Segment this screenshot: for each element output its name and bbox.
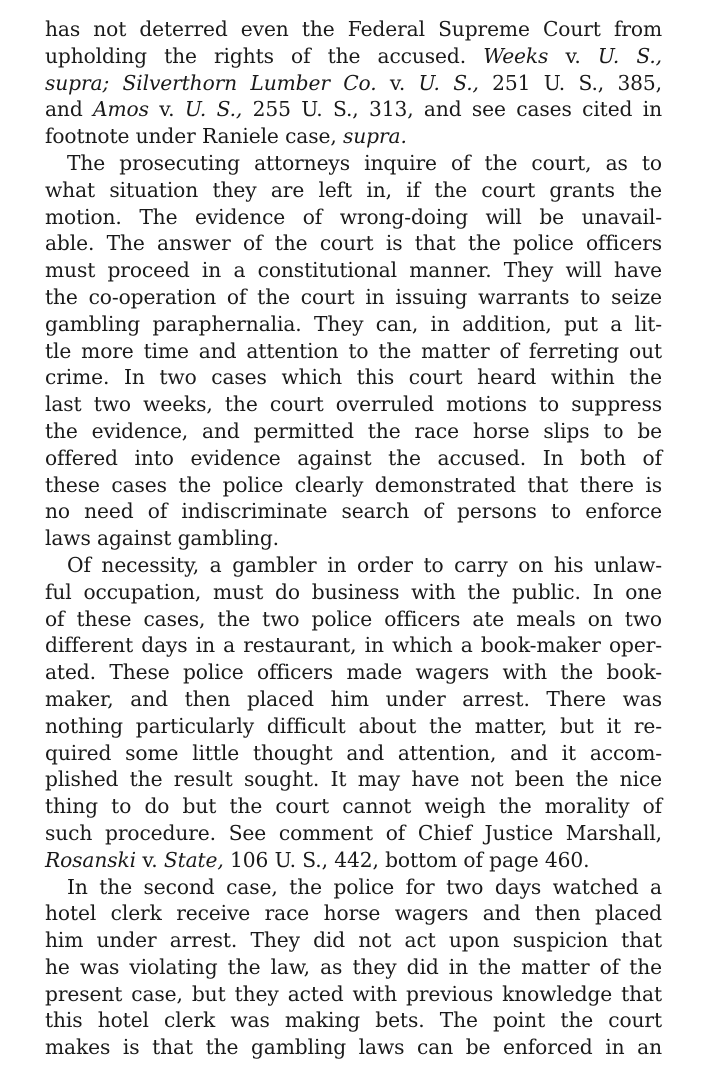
document-page	[45, 16, 662, 1061]
italic-citation: supra.	[342, 124, 407, 149]
text-line	[45, 338, 662, 365]
text-run: offered into evidence against the accused. In both of	[45, 445, 662, 470]
text-line	[45, 204, 662, 231]
text-line	[45, 177, 662, 204]
text-run: the evidence, and permitted the race horse slips to be	[45, 418, 662, 443]
text-line	[45, 766, 662, 793]
text-run: the co-operation of the court in issuing warrants to seize	[45, 284, 662, 309]
italic-citation: U. S.,	[418, 70, 479, 95]
text-line	[45, 552, 662, 579]
text-run: quired some little thought and attention, and it accom-	[45, 740, 662, 765]
text-line	[45, 472, 662, 499]
text-line	[45, 70, 662, 97]
text-line	[45, 43, 662, 70]
text-line	[45, 284, 662, 311]
text-line	[45, 391, 662, 418]
text-run: v.	[548, 43, 598, 68]
text-run: ated. These police officers made wagers with the book-	[45, 660, 662, 685]
text-line	[45, 740, 662, 767]
text-run: present case, but they acted with previous knowledge that	[45, 981, 662, 1006]
italic-citation: State,	[163, 847, 224, 872]
text-run: different days in a restaurant, in which a book-maker oper-	[45, 633, 662, 658]
text-line	[45, 418, 662, 445]
text-run: thing to do but the court cannot weigh the morality of	[45, 794, 662, 819]
text-run: such procedure. See comment of Chief Justice Marshall,	[45, 820, 662, 845]
italic-citation: supra; Silverthorn Lumber Co.	[45, 70, 377, 95]
paragraph	[45, 16, 662, 150]
text-line	[45, 606, 662, 633]
text-run: In the second case, the police for two days watched a	[67, 874, 662, 899]
text-run: v.	[376, 70, 419, 95]
text-line	[45, 16, 662, 43]
text-run: upholding the rights of the accused.	[45, 43, 484, 68]
text-run: makes is that the gambling laws can be enforced in an	[45, 1035, 662, 1060]
text-run: he was violating the law, as they did in the matter of the	[45, 954, 662, 979]
text-run: must proceed in a constitutional manner. They will have	[45, 258, 662, 283]
text-line	[45, 445, 662, 472]
text-line	[45, 498, 662, 525]
text-line	[45, 311, 662, 338]
text-run: nothing particularly difficult about the matter, but it re-	[45, 713, 662, 738]
text-run: 255 U. S., 313, and see cases cited in	[242, 97, 662, 122]
text-run: tle more time and attention to the matter of ferreting out	[45, 338, 662, 363]
text-run: Of necessity, a gambler in order to carry on his unlaw-	[67, 552, 662, 577]
italic-citation: U. S.,	[184, 97, 243, 122]
paragraph	[45, 150, 662, 552]
text-line	[45, 96, 662, 123]
text-run: v.	[136, 847, 164, 872]
text-line	[45, 820, 662, 847]
text-run: these cases the police clearly demonstrated that there is	[45, 472, 662, 497]
text-line	[45, 713, 662, 740]
text-run: crime. In two cases which this court heard within the	[45, 365, 662, 390]
text-line	[45, 847, 662, 874]
text-line	[45, 632, 662, 659]
text-line	[45, 927, 662, 954]
text-line	[45, 954, 662, 981]
text-line	[45, 900, 662, 927]
text-run: The prosecuting attorneys inquire of the court, as to	[67, 150, 662, 175]
italic-citation: U. S.,	[597, 43, 662, 68]
text-run: able. The answer of the court is that the police officers	[45, 231, 662, 256]
text-line	[45, 1034, 662, 1061]
text-line	[45, 364, 662, 391]
text-run: of these cases, the two police officers ate meals on two	[45, 606, 662, 631]
text-line	[45, 1007, 662, 1034]
text-run: and	[45, 97, 94, 122]
text-run: hotel clerk receive race horse wagers and then placed	[45, 901, 662, 926]
text-line	[45, 579, 662, 606]
text-line	[45, 150, 662, 177]
text-run: footnote under Raniele case,	[45, 124, 343, 149]
text-line	[45, 123, 662, 150]
text-run: ful occupation, must do business with the public. In one	[45, 579, 662, 604]
text-run: has not deterred even the Federal Supreme Court from	[45, 17, 662, 41]
text-line	[45, 525, 662, 552]
text-run: this hotel clerk was making bets. The point the court	[45, 1008, 662, 1033]
text-run: no need of indiscriminate search of persons to enforce	[45, 499, 662, 524]
italic-citation: Weeks	[483, 43, 549, 68]
text-run: 251 U. S., 385,	[478, 70, 662, 95]
text-run: v.	[148, 97, 185, 122]
text-line	[45, 686, 662, 713]
paragraph	[45, 874, 662, 1062]
text-run: last two weeks, the court overruled motions to suppress	[45, 392, 662, 417]
italic-citation: Amos	[93, 97, 149, 122]
italic-citation: Rosanski	[45, 847, 136, 872]
text-run: plished the result sought. It may have not been the nice	[45, 767, 662, 792]
text-line	[45, 230, 662, 257]
text-run: him under arrest. They did not act upon suspicion that	[45, 928, 662, 953]
text-line	[45, 981, 662, 1008]
text-line	[45, 257, 662, 284]
text-line	[45, 659, 662, 686]
text-run: laws against gambling.	[45, 526, 279, 551]
text-run: maker, and then placed him under arrest. There was	[45, 686, 662, 711]
text-run: what situation they are left in, if the court grants the	[45, 177, 662, 202]
text-run: motion. The evidence of wrong-doing will be unavail-	[45, 204, 662, 229]
text-run: gambling paraphernalia. They can, in addition, put a lit-	[45, 311, 662, 336]
text-run: 106 U. S., 442, bottom of page 460.	[223, 847, 590, 872]
text-line	[45, 874, 662, 901]
text-line	[45, 793, 662, 820]
paragraph	[45, 552, 662, 874]
